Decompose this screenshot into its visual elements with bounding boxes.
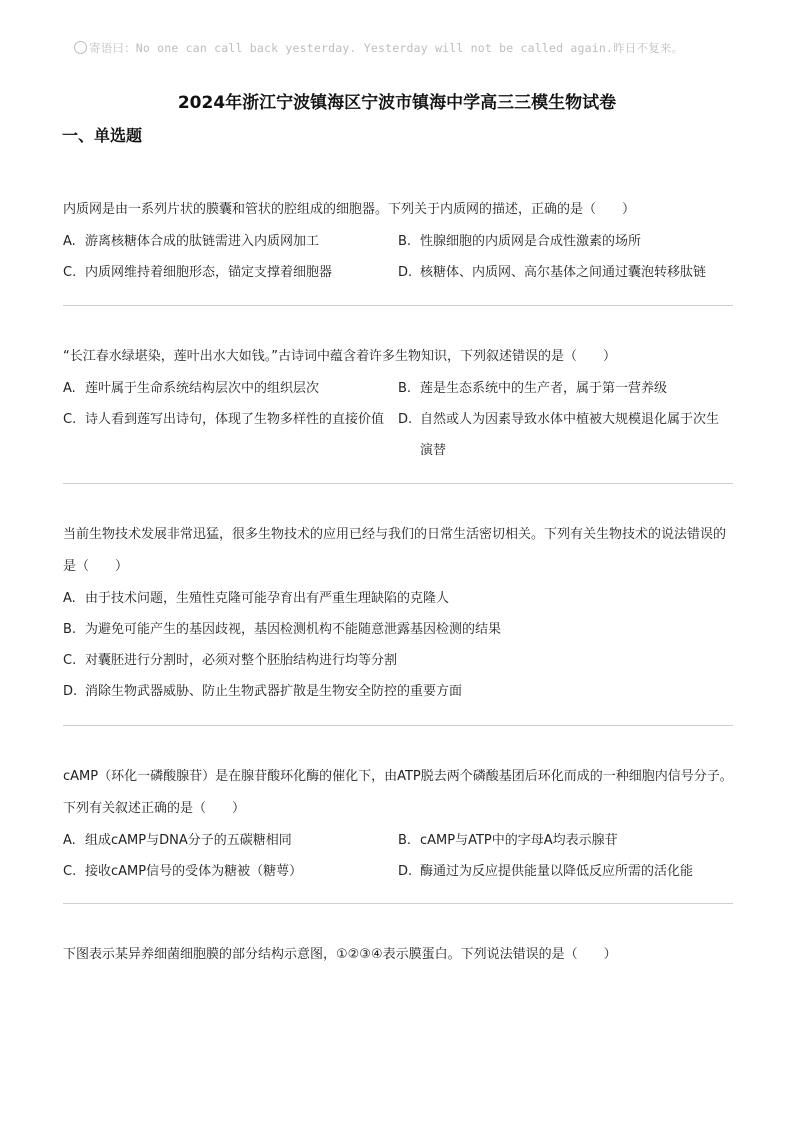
option-d[interactable]: [398, 856, 733, 887]
option-text: 为避免可能产生的基因歧视，基因检测机构不能随意泄露基因检测的结果: [85, 622, 502, 637]
page-title: 2024年浙江宁波镇海区宁波市镇海中学高三三模生物试卷: [177, 93, 617, 113]
option-letter: A.: [63, 833, 76, 848]
option-d[interactable]: [398, 257, 733, 288]
option-a[interactable]: [63, 373, 398, 404]
option-b[interactable]: [398, 373, 733, 404]
section-heading: 一、单选题: [62, 126, 143, 145]
smiley-icon: [74, 41, 87, 54]
option-a[interactable]: [63, 825, 398, 856]
header-motto: [74, 40, 683, 56]
question-stem: 下图表示某异养细菌细胞膜的部分结构示意图，①②③④表示膜蛋白。下列说法错误的是（ ）: [63, 947, 617, 962]
option-text: 接收cAMP信号的受体为糖被（糖萼）: [85, 864, 303, 879]
option-letter: C.: [63, 653, 77, 668]
question-divider: [63, 903, 733, 904]
option-text: 消除生物武器威胁、防止生物武器扩散是生物安全防控的重要方面: [85, 684, 463, 699]
option-c[interactable]: [63, 856, 398, 887]
option-text: 诗人看到莲写出诗句，体现了生物多样性的直接价值: [85, 412, 385, 427]
option-a[interactable]: [63, 226, 398, 257]
option-letter: C.: [63, 412, 77, 427]
question-stem: 当前生物技术发展非常迅猛，很多生物技术的应用已经与我们的日常生活密切相关。下列有关生物技术的说法错误的是（ ）: [63, 527, 727, 574]
options-list: [63, 583, 733, 707]
option-text: cAMP与ATP中的字母A均表示腺苷: [420, 833, 618, 848]
option-letter: A.: [63, 591, 76, 606]
question-divider: [63, 483, 733, 484]
option-letter: B.: [63, 622, 77, 637]
option-text: 组成cAMP与DNA分子的五碳糖相同: [85, 833, 292, 848]
option-b[interactable]: [63, 614, 733, 645]
option-letter: D.: [63, 684, 78, 699]
option-letter: B.: [398, 833, 412, 848]
option-letter: A.: [63, 381, 76, 396]
option-text: 酶通过为反应提供能量以降低反应所需的活化能: [420, 864, 694, 879]
question-stem: “长江春水绿堪染，莲叶出水大如钱。”古诗词中蕴含着许多生物知识，下列叙述错误的是（ ）: [63, 349, 616, 364]
options-grid: [63, 825, 733, 887]
option-text: 对囊胚进行分割时，必须对整个胚胎结构进行均等分割: [85, 653, 398, 668]
question-stem: 内质网是由一系列片状的膜囊和管状的腔组成的细胞器。下列关于内质网的描述，正确的是（ ）: [63, 202, 636, 217]
question-3: [63, 519, 733, 707]
question-stem: cAMP（环化一磷酸腺苷）是在腺苷酸环化酶的催化下，由ATP脱去两个磷酸基团后环化而成的一种细胞内信号分子。下列有关叙述正确的是（ ）: [63, 769, 733, 816]
option-d[interactable]: [63, 676, 733, 707]
question-5: [63, 939, 733, 971]
option-letter: C.: [63, 864, 77, 879]
option-letter: D.: [398, 265, 413, 280]
option-letter: B.: [398, 381, 412, 396]
question-divider: [63, 305, 733, 306]
question-1: [63, 194, 733, 288]
option-text: 自然或人为因素导致水体中植被大规模退化属于次生演替: [420, 412, 720, 458]
option-letter: B.: [398, 234, 412, 249]
question-2: [63, 341, 733, 466]
option-text: 由于技术问题，生殖性克隆可能孕育出有严重生理缺陷的克隆人: [85, 591, 450, 606]
option-text: 核糖体、内质网、高尔基体之间通过囊泡转移肽链: [420, 265, 707, 280]
options-grid: [63, 226, 733, 288]
option-a[interactable]: [63, 583, 733, 614]
option-letter: C.: [63, 265, 77, 280]
option-c[interactable]: [63, 645, 733, 676]
option-c[interactable]: [63, 257, 398, 288]
option-b[interactable]: [398, 825, 733, 856]
option-text: 莲是生态系统中的生产者，属于第一营养级: [420, 381, 668, 396]
options-grid: [63, 373, 733, 466]
option-c[interactable]: [63, 404, 398, 466]
question-divider: [63, 725, 733, 726]
option-letter: D.: [398, 412, 413, 427]
option-text: 莲叶属于生命系统结构层次中的组织层次: [85, 381, 320, 396]
motto-text: 寄语曰：No one can call back yesterday. Yesterday will not be called again.昨日不复来。: [89, 41, 684, 55]
option-b[interactable]: [398, 226, 733, 257]
option-text: 内质网维持着细胞形态，锚定支撑着细胞器: [85, 265, 333, 280]
question-4: [63, 761, 733, 887]
option-text: 性腺细胞的内质网是合成性激素的场所: [420, 234, 642, 249]
option-letter: D.: [398, 864, 413, 879]
option-text: 游离核糖体合成的肽链需进入内质网加工: [85, 234, 320, 249]
option-letter: A.: [63, 234, 76, 249]
option-d[interactable]: [398, 404, 733, 466]
